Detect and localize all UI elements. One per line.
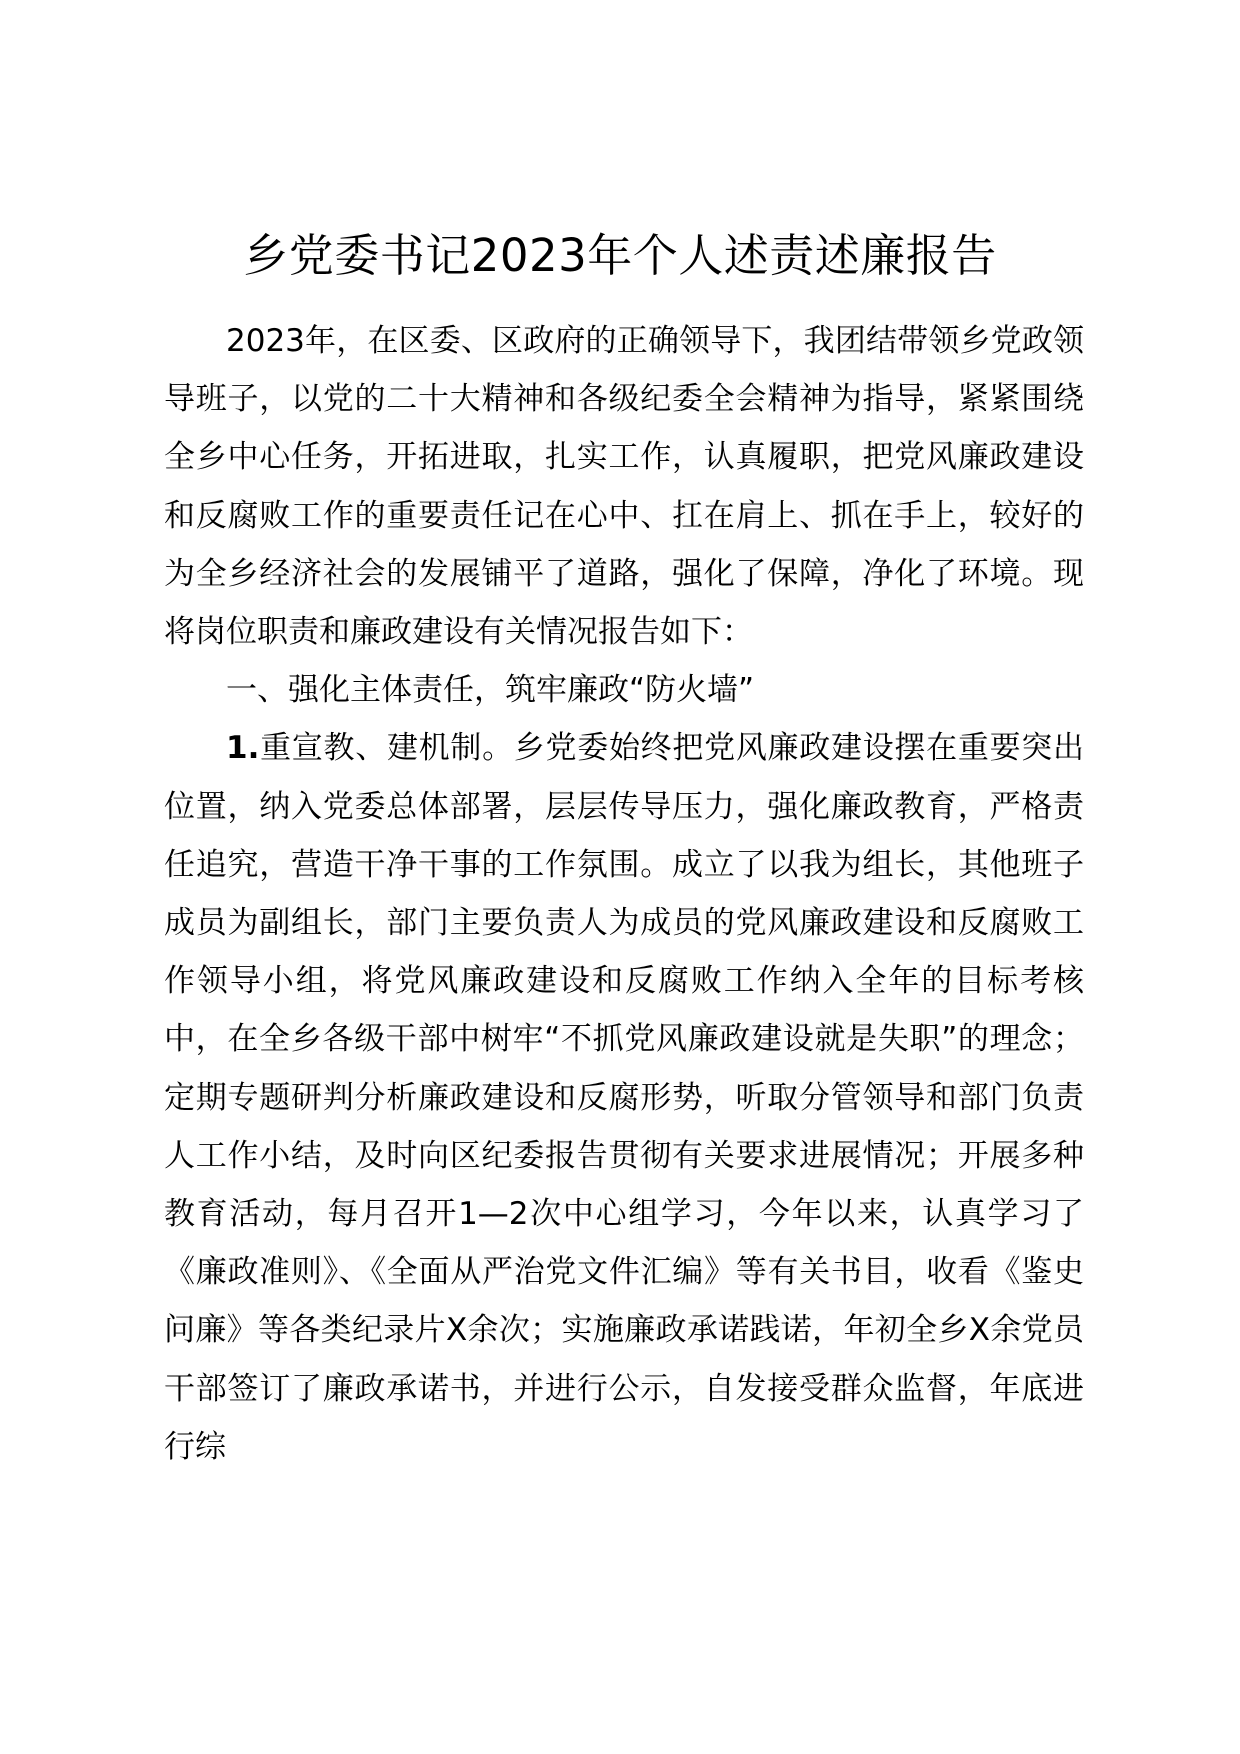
item-paragraph-1	[164, 719, 1084, 1476]
item-text: 重宣教、建机制。乡党委始终把党风廉政建设摆在重要突出位置，纳入党委总体部署，层层传导压力，强化廉政教育，严格责任追究，营造干净干事的工作氛围。成立了以我为组长，其他班子成员为副组长，部门主要负责人为成员的党风廉政建设和反腐败工作领导小组，将党风廉政建设和反腐败工作纳入全年的目标考核中，在全乡各级干部中树牢“不抓党风廉政建设就是失职”的理念；定期专题研判分析廉政建设和反腐形势，听取分管领导和部门负责人工作小结，及时向区纪委报告贯彻有关要求进展情况；开展多种教育活动，每月召开1—2次中心组学习，今年以来，认真学习了《廉政准则》、《全面从严治党文件汇编》等有关书目，收看《鉴史问廉》等各类纪录片X余次；实施廉政承诺践诺，年初全乡X余党员干部签订了廉政承诺书，并进行公示，自发接受群众监督，年底进行综	[164, 730, 1084, 1465]
item-number: 1.	[226, 730, 260, 767]
document-title: 乡党委书记2023年个人述责述廉报告	[243, 229, 997, 282]
intro-paragraph: 2023年，在区委、区政府的正确领导下，我团结带领乡党政领导班子，以党的二十大精神和各级纪委全会精神为指导，紧紧围绕全乡中心任务，开拓进取，扎实工作，认真履职，把党风廉政建设和反腐败工作的重要责任记在心中、扛在肩上、抓在手上，较好的为全乡经济社会的发展铺平了道路，强化了保障，净化了环境。现将岗位职责和廉政建设有关情况报告如下：	[164, 323, 1084, 651]
section-heading-1: 一、强化主体责任，筑牢廉政“防火墙”	[226, 672, 755, 709]
document-body	[164, 312, 1084, 1476]
